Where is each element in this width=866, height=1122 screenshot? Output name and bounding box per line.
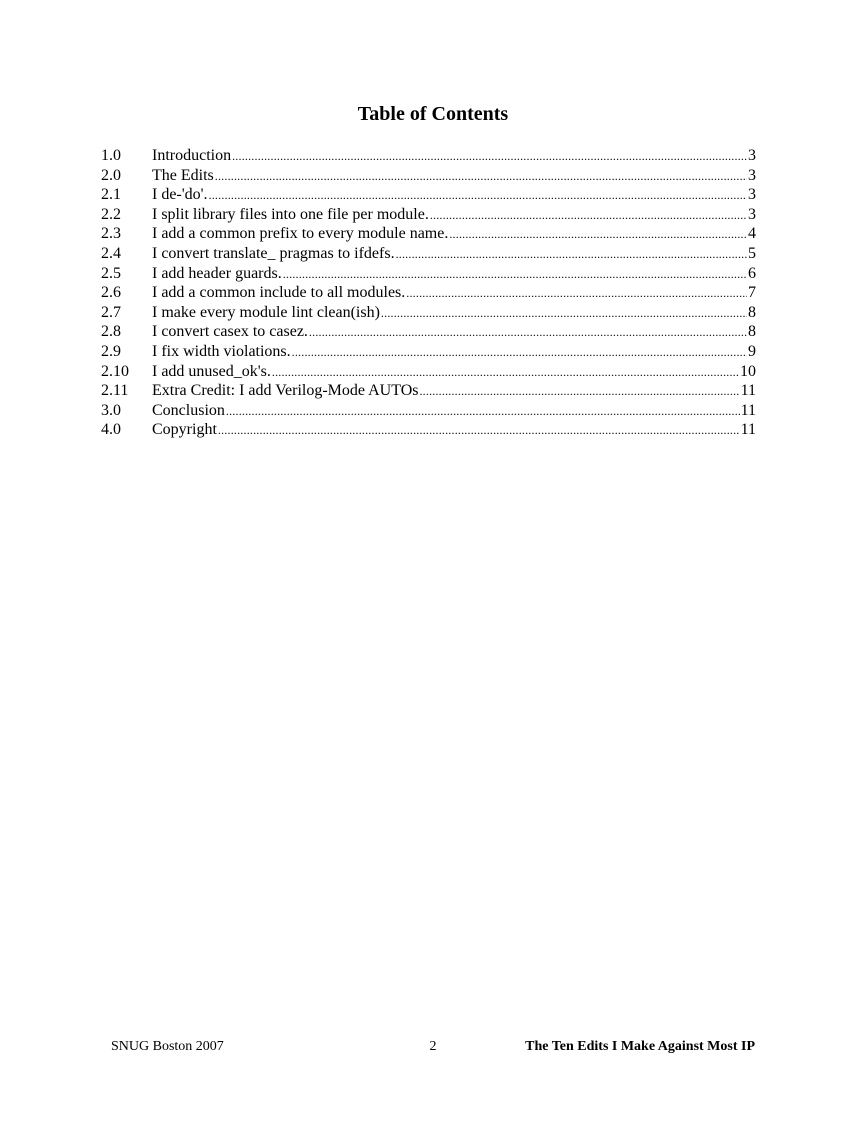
toc-dot-leader — [381, 304, 747, 324]
toc-entry-title: Copyright — [152, 421, 217, 439]
toc-entry-page: 6 — [748, 264, 756, 282]
toc-entry-number: 2.11 — [101, 382, 129, 400]
toc-entry-title: The Edits — [152, 166, 214, 184]
toc-dot-leader — [272, 363, 739, 383]
toc-entry-title: Extra Credit: I add Verilog-Mode AUTOs — [152, 382, 419, 400]
toc-entry-number: 4.0 — [101, 421, 121, 439]
footer-conference: SNUG Boston 2007 — [111, 1039, 224, 1054]
toc-entry-title: I de-'do'. — [152, 186, 208, 204]
toc-dot-leader — [218, 421, 740, 441]
toc-entry-number: 2.6 — [101, 284, 121, 302]
toc-entry-number: 2.4 — [101, 244, 121, 262]
toc-entry-number: 1.0 — [101, 147, 121, 164]
toc-entry[interactable] — [101, 342, 756, 362]
toc-dot-leader — [226, 402, 740, 422]
toc-entry[interactable] — [101, 362, 756, 382]
toc-entry-number: 2.2 — [101, 205, 121, 223]
toc-entry-page: 11 — [740, 421, 756, 439]
toc-entry-page: 11 — [740, 382, 756, 400]
toc-entry-page: 8 — [748, 303, 756, 321]
toc-entry-page: 3 — [748, 186, 756, 204]
toc-entry-title: I add header guards. — [152, 264, 282, 282]
toc-entry-number: 2.0 — [101, 166, 121, 184]
toc-entry-title: I convert casex to casez. — [152, 323, 308, 341]
toc-entry-number: 2.7 — [101, 303, 121, 321]
toc-entry[interactable] — [101, 420, 756, 440]
toc-entry-title: I convert translate_ pragmas to ifdefs. — [152, 244, 395, 262]
toc-entry[interactable] — [101, 283, 756, 303]
toc-entry[interactable] — [101, 146, 756, 166]
toc-entry-title: Conclusion — [152, 401, 225, 419]
toc-entry[interactable] — [101, 244, 756, 264]
toc-list — [101, 146, 756, 440]
toc-dot-leader — [449, 225, 747, 245]
toc-entry-title: I fix width violations. — [152, 342, 291, 360]
toc-entry-page: 10 — [740, 362, 756, 380]
toc-entry[interactable] — [101, 303, 756, 323]
toc-dot-leader — [209, 186, 747, 206]
footer-page-number: 2 — [429, 1039, 437, 1054]
toc-entry-title: I add a common include to all modules. — [152, 284, 406, 302]
toc-entry[interactable] — [101, 401, 756, 421]
toc-entry[interactable] — [101, 264, 756, 284]
toc-entry-page: 7 — [748, 284, 756, 302]
toc-heading: Table of Contents — [357, 103, 509, 125]
toc-entry-title: I add a common prefix to every module name. — [152, 225, 449, 243]
toc-entry-title: I add unused_ok's. — [152, 362, 271, 380]
toc-entry-number: 2.3 — [101, 225, 121, 243]
toc-entry[interactable] — [101, 185, 756, 205]
toc-entry-page: 3 — [748, 205, 756, 223]
toc-dot-leader — [215, 167, 747, 187]
toc-dot-leader — [419, 382, 739, 402]
toc-entry-number: 2.1 — [101, 186, 121, 204]
toc-entry[interactable] — [101, 205, 756, 225]
toc-entry-title: I make every module lint clean(ish) — [152, 303, 380, 321]
toc-entry-page: 3 — [748, 147, 756, 164]
toc-entry[interactable] — [101, 224, 756, 244]
toc-dot-leader — [309, 323, 747, 343]
toc-entry-title: Introduction — [152, 147, 232, 164]
toc-entry-number: 2.8 — [101, 323, 121, 341]
toc-dot-leader — [396, 245, 747, 265]
toc-entry-page: 8 — [748, 323, 756, 341]
toc-dot-leader — [406, 284, 747, 304]
toc-entry-page: 3 — [748, 166, 756, 184]
toc-entry[interactable] — [101, 322, 756, 342]
footer-paper-title: The Ten Edits I Make Against Most IP — [525, 1039, 755, 1054]
toc-entry-page: 11 — [740, 401, 756, 419]
page-footer — [111, 1037, 755, 1057]
toc-entry-number: 2.5 — [101, 264, 121, 282]
toc-entry-number: 2.10 — [101, 362, 129, 380]
toc-entry[interactable] — [101, 166, 756, 186]
toc-dot-leader — [430, 206, 747, 226]
toc-entry-page: 5 — [748, 244, 756, 262]
toc-entry-number: 2.9 — [101, 342, 121, 360]
toc-dot-leader — [292, 343, 747, 363]
toc-entry-page: 9 — [748, 342, 756, 360]
toc-dot-leader — [232, 147, 747, 167]
toc-entry-page: 4 — [748, 225, 756, 243]
toc-entry[interactable] — [101, 381, 756, 401]
toc-entry-number: 3.0 — [101, 401, 121, 419]
toc-entry-title: I split library files into one file per module. — [152, 205, 429, 223]
toc-dot-leader — [283, 265, 747, 285]
